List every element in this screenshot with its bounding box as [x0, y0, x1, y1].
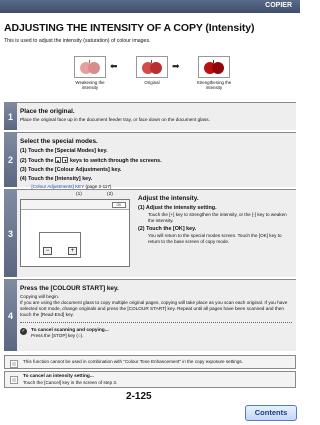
substep-1-desc: Touch the [+] key to strengthen the intensity, or the [-] key to weaken the intensity.: [148, 212, 287, 223]
step-number-badge: 2: [4, 133, 17, 187]
step-text-1: Copying will begin.: [20, 294, 60, 299]
step-title: Place the original.: [20, 108, 75, 115]
step-title: Press the [COLOUR START] key.: [20, 285, 119, 292]
reference-icon: ☞: [26, 184, 31, 189]
step-title: Adjust the intensity.: [138, 195, 199, 202]
intensity-scale: [39, 232, 81, 258]
info-text: Touch the [Cancel] key in the screen of step 3.: [23, 379, 118, 385]
step-text: Place the original face up in the document feeder tray, or face down on the document glass.: [20, 117, 210, 122]
strong-intensity-apples: [198, 56, 230, 78]
step-number-badge: 3: [4, 190, 17, 277]
note-title: To cancel scanning and copying...: [31, 328, 109, 333]
original-apples: [136, 56, 168, 78]
substep-1: (1) Touch the [Special Modes] key.: [20, 148, 108, 154]
reference-page: (page 2-117): [85, 184, 112, 189]
up-arrow-key-icon: ▲: [55, 158, 60, 163]
info-box-1: [4, 355, 296, 369]
caption-weak: Weakening the intensity: [75, 80, 105, 90]
cancel-note: [20, 322, 292, 339]
step-1: [4, 102, 296, 130]
minus-button[interactable]: −: [43, 247, 52, 255]
substep-3: (3) Touch the [Colour Adjustments] key.: [20, 167, 122, 173]
screen-title-bar: [21, 200, 129, 210]
reference-key[interactable]: [Colour Adjustments] KEY: [31, 184, 85, 189]
plus-button[interactable]: +: [68, 247, 77, 255]
callout-1: (1): [76, 192, 82, 197]
arrow-left-icon: ⬅: [110, 61, 118, 71]
note-icon: ✓: [21, 328, 26, 334]
note-text: Press the [STOP] key (○).: [31, 333, 84, 338]
substep-1: (1) Adjust the intensity setting.: [138, 205, 217, 211]
step-4: [4, 279, 296, 351]
intensity-illustration: [72, 56, 232, 98]
callout-2: (2): [107, 192, 113, 197]
page-number: 2-125: [126, 391, 152, 402]
caption-strong: Strengthening the intensity: [196, 80, 232, 90]
info-box-2: [4, 371, 296, 388]
page-title: ADJUSTING THE INTENSITY OF A COPY (Intensity): [4, 22, 255, 34]
section-title: COPIER: [265, 2, 292, 9]
intro-text: This is used to adjust the intensity (saturation) of colour images.: [4, 38, 151, 44]
down-arrow-key-icon: ▼: [63, 158, 68, 163]
step-title: Select the special modes.: [20, 138, 98, 145]
header-bar: [0, 0, 300, 13]
info-icon: [10, 376, 18, 384]
arrow-right-icon: ➡: [172, 61, 180, 71]
info-icon: [10, 360, 18, 368]
ok-button[interactable]: OK: [112, 202, 126, 208]
weak-intensity-apples: [74, 56, 106, 78]
caption-original: Original: [144, 80, 160, 85]
substep-2: (2) Touch the ▲ ▼ keys to switch through the screens.: [20, 158, 162, 164]
step-text-2: If you are using the document glass to copy multiple original pages, copying will take place as you scan each original. If you have selected sort mode, change originals and press the [COLOUR START] key. Repeat until all pages have been scanned and then touch the [Read-End] key.: [20, 300, 288, 317]
step-number-badge: 4: [4, 280, 17, 351]
substep-4: (4) Touch the [Intensity] key.: [20, 176, 93, 182]
step-2: [4, 132, 296, 187]
info-title: To cancel an intensity setting...: [23, 374, 94, 379]
info-text: This function cannot be used in combination with "Colour Tone Enhancement" in the copy exposure settings.: [23, 359, 243, 364]
intensity-screen: [20, 199, 130, 267]
substep-2: (2) Touch the [OK] key.: [138, 226, 197, 233]
step-number-badge: 1: [4, 103, 17, 130]
contents-button[interactable]: Contents: [245, 405, 297, 421]
substep-2-desc: You will return to the special modes screen. Touch the [OK] key to return to the base screen of copy mode.: [148, 233, 282, 244]
step-3: [4, 189, 296, 277]
